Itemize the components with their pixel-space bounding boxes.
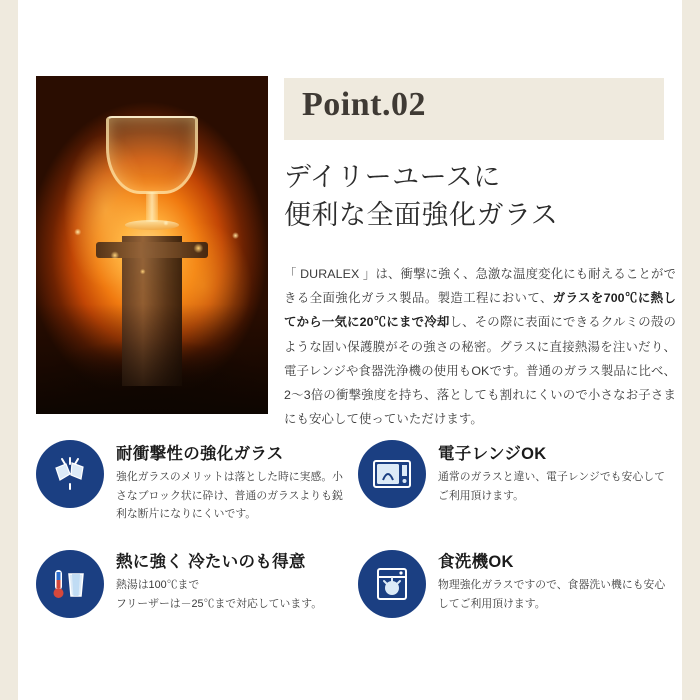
body-copy-text: 「 DURALEX 」は、衝撃に強く、急激な温度変化にも耐えることができる全面強化ガラス製品。製造工程において、 — [284, 267, 676, 306]
feature-grid — [36, 436, 664, 656]
body-copy-text: し、その際に表面にできるクルミの殻のような固い保護膜がその強さの秘密。グラスに直接熱湯を注いだり、電子レンジや食器洗浄機の使用もOKです。普通のガラス製品に比べ、2〜3倍の衝撃強度を持ち、落としても割れにくいので小さなお子さまにも安心して使っていただけます。 — [284, 315, 676, 427]
headline-line-1: デイリーユースに — [284, 162, 501, 192]
feature-item-impact-resistance — [36, 436, 346, 536]
thermometer-glass-icon — [36, 550, 104, 618]
photo-shadow-base — [36, 304, 268, 414]
feature-description-line-1: 熱湯は100℃まで — [116, 579, 200, 591]
body-copy — [284, 262, 676, 431]
shatter-glass-icon — [36, 440, 104, 508]
feature-description: 物理強化ガラスですので、食器洗い機にも安心してご利用頂けます。 — [438, 579, 666, 610]
dishwasher-icon — [358, 550, 426, 618]
feature-description: 強化ガラスのメリットは落とした時に実感。小さなブロック状に砕け、普通のガラスよりも鋭利な断片になりにくいです。 — [116, 471, 344, 521]
feature-title: 熱に強く 冷たいのも得意 — [116, 553, 306, 571]
page-title — [284, 158, 674, 235]
right-side-band — [682, 0, 700, 700]
feature-item-temperature-range — [36, 546, 346, 646]
headline-line-2: 便利な全面強化ガラス — [284, 200, 559, 231]
microwave-icon — [358, 440, 426, 508]
feature-title: 食洗機OK — [438, 553, 514, 571]
point-label: Point.02 — [302, 86, 426, 123]
glass-over-flame-photo — [36, 76, 268, 414]
left-side-band — [0, 0, 18, 700]
feature-description-line-2: フリーザーは－25℃まで対応しています。 — [116, 597, 323, 610]
glass-bowl — [106, 116, 198, 194]
feature-title: 電子レンジOK — [438, 445, 547, 463]
feature-description: 通常のガラスと違い、電子レンジでも安心してご利用頂けます。 — [438, 471, 665, 502]
feature-title: 耐衝撃性の強化ガラス — [116, 445, 284, 463]
embers — [36, 196, 268, 286]
feature-description — [116, 576, 344, 613]
body-copy-emphasis: ガラスを700℃に熱してから一気に20℃にまで冷却 — [284, 291, 676, 330]
feature-item-microwave-safe — [358, 436, 668, 536]
feature-item-dishwasher-safe — [358, 546, 668, 646]
